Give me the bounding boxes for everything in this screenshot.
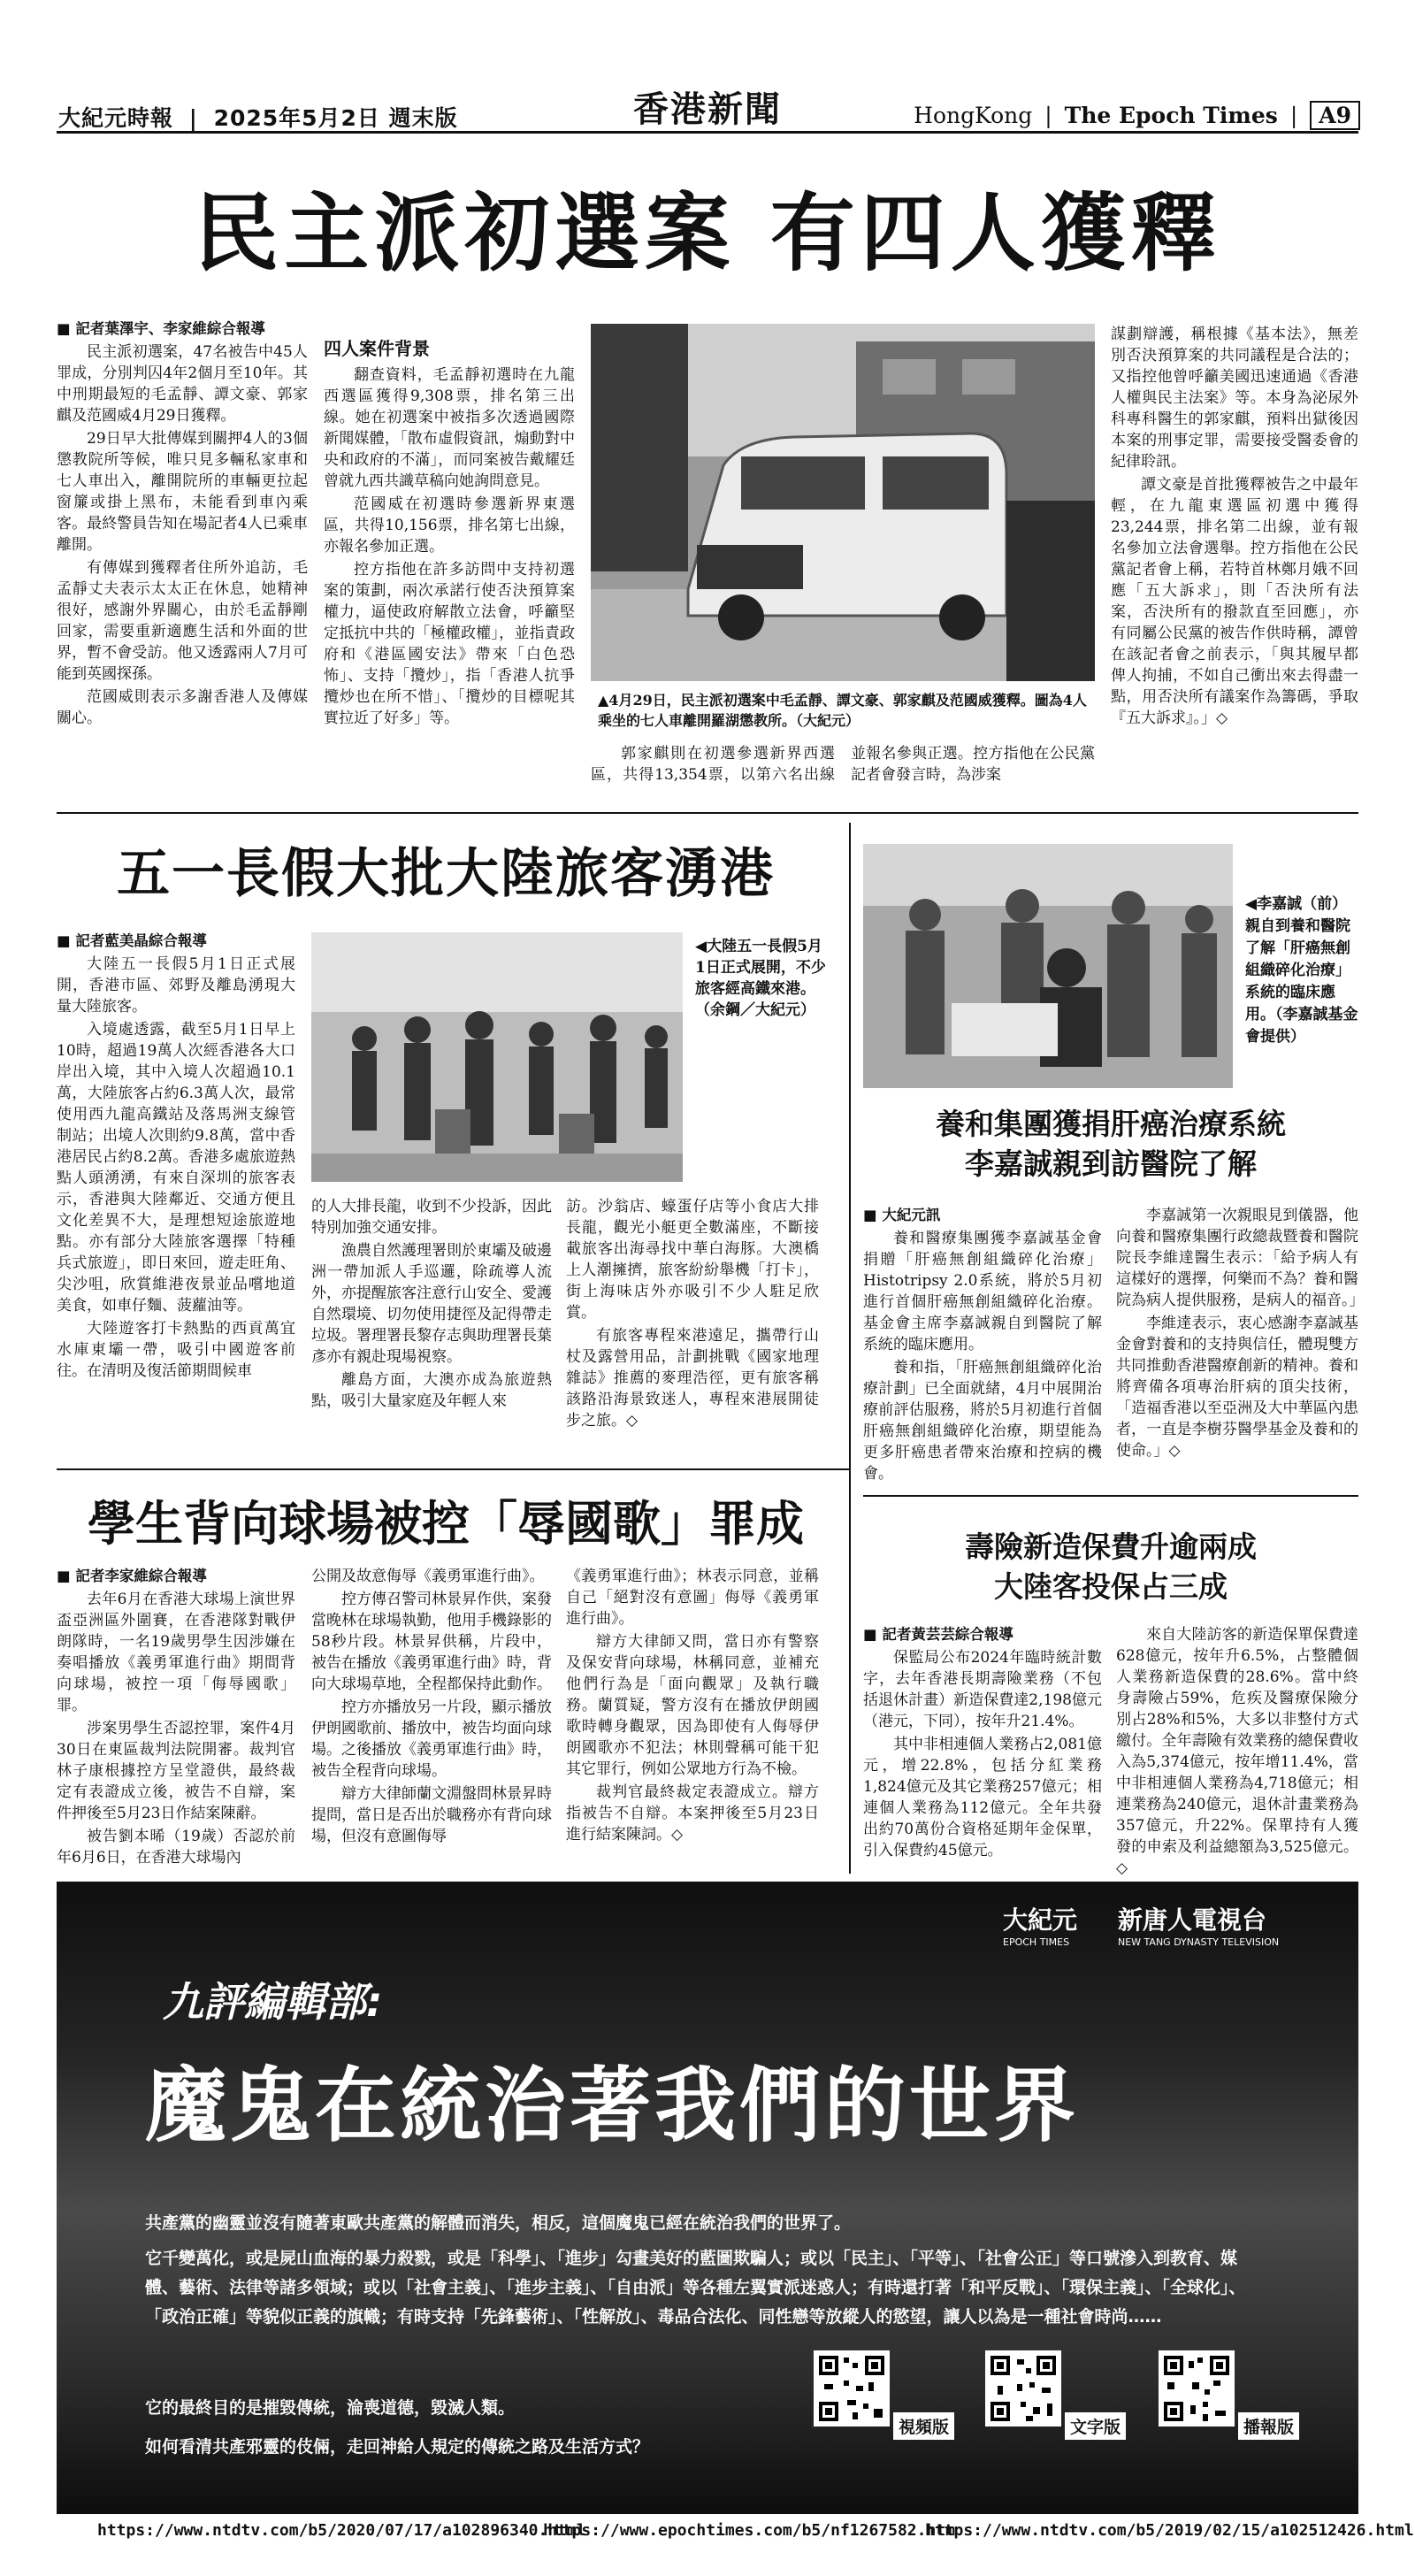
paragraph: 譚文豪是首批獲釋被告之中最年輕，在九龍東選區初選中獲得23,244票，排名第二出線，並有報名參加立法會選舉。控方指他在公民黨記者會上稱，若特首林鄭月娥不回應「五大訴求」，則「否決所有法案，否決所有的撥款直至回應」，亦有同屬公民黨的被告作供時稱，譚曾在該記者會之前表示，「與其履早都俾人拘捕，不如自己衝出來去得盡一點，用否決所有議案作為籌碼，爭取『五大訴求』。」◇ — [1111, 476, 1358, 727]
ad-series-label: 九評編輯部: — [163, 1978, 383, 2026]
article2-col2 — [311, 1196, 552, 1414]
paragraph: 養和指，「肝癌無創組織碎化治療計劃」已全面就緒，4月中展開治療前評估服務，將於5月初進行首個肝癌無創組織碎化治療，期望能為更多肝癌患者帶來治療和控病的機會。 — [863, 1359, 1102, 1483]
photo-hospital-illustration — [863, 844, 1233, 1088]
subheading: 四人案件背景 — [324, 338, 430, 359]
paragraph: 控方傳召警司林景昇作供，案發當晚林在球場執勤，他用手機錄影的58秒片段。林景昇供稱，片段中，被告在播放《義勇軍進行曲》時，背向大球場草地，全程都保持此動作。 — [311, 1591, 552, 1693]
masthead-rule — [57, 131, 1358, 134]
paragraph: 有傳媒到獲釋者住所外追訪，毛孟靜丈夫表示太太正在休息，她精神很好，感謝外界關心，由於毛孟靜剛回家，需要重新適應生活和外面的世界，暫不會受訪。他又透露兩人7月可能到英國探孫。 — [57, 559, 308, 683]
headline-line: 李嘉誠親到訪醫院了解 — [965, 1146, 1257, 1181]
article5-col1 — [863, 1624, 1102, 1863]
article2-col1 — [57, 931, 295, 1384]
photo-vehicle-illustration — [591, 324, 1095, 681]
paragraph: 的人大排長龍，收到不少投訴，因此特別加強交通安排。 — [311, 1198, 552, 1237]
paragraph: 有旅客專程來港遠足，攜帶行山杖及露營用品，計劃挑戰《國家地理雜誌》推薦的麥理浩徑，更有旅客稱該路沿海景致迷人，專程來港展開徒步之旅。◇ — [566, 1327, 819, 1430]
ad-paragraph-2: 它千變萬化，或是屍山血海的暴力殺戮，或是「科學」、「進步」勾畫美好的藍圖欺騙人；或以「民主」、「平等」、「社會公正」等口號滲入到教育、媒體、藝術、法律等諸多領域；或以「社會主義」、「進步主義」、「自由派」等各種左翼實派迷惑人；有時還打著「和平反戰」、「環保主義」、「全球化」、「政治正確」等貌似正義的旗幟；有時支持「先鋒藝術」、「性解放」、毒品合法化、同性戀等放縱人的慾望，讓人以為是一種社會時尚…… — [145, 2249, 1246, 2327]
qr-code-video[interactable] — [814, 2350, 890, 2426]
qr-pattern-icon — [985, 2350, 1061, 2426]
byline: ■ 記者李家維綜合報導 — [57, 1568, 207, 1584]
column-divider — [849, 823, 851, 1874]
article1-col-right — [1111, 324, 1358, 731]
paper-name: 大紀元時報 — [58, 105, 174, 131]
headline-line: 壽險新造保費升逾兩成 — [965, 1530, 1257, 1564]
photo-vehicle-leaving-prison — [591, 324, 1095, 681]
paragraph: 大陸遊客打卡熱點的西貢萬宜水庫東壩一帶，吸引中國遊客前往。在清明及復活節期間候車 — [57, 1320, 295, 1380]
divider — [57, 1468, 849, 1470]
qr-label-video: 視頻版 — [893, 2412, 954, 2440]
paragraph: 公開及故意侮辱《義勇軍進行曲》。 — [311, 1568, 545, 1585]
qr-label-text: 文字版 — [1065, 2412, 1126, 2440]
advertisement-banner — [57, 1882, 1358, 2514]
article2-col3 — [566, 1196, 819, 1433]
ad-title: 魔鬼在統治著我們的世界 — [145, 2058, 1080, 2153]
logo-epoch-times — [1003, 1901, 1077, 1948]
section-title: 香港新聞 — [633, 88, 782, 130]
photo-caption: ◀李嘉誠（前）親自到養和醫院了解「肝癌無創組織碎化治療」系統的臨床應用。（李嘉誠基金會提供） — [1245, 895, 1358, 1046]
headline-primaries-release: 民主派初選案 有四人獲釋 — [194, 183, 1221, 283]
photo-caption: ▲4月29日，民主派初選案中毛孟靜、譚文豪、郭家麒及范國威獲釋。圖為4人乘坐的七人車離開羅湖懲教所。（大紀元） — [598, 692, 1087, 729]
paragraph: 范國威在初選時參選新界東選區，共得10,156票，排名第七出線，亦報名參加正選。 — [324, 495, 575, 556]
qr-code-text[interactable] — [985, 2350, 1061, 2426]
article4-col3 — [566, 1566, 819, 1847]
qr-label-broadcast: 播報版 — [1238, 2412, 1299, 2440]
qr-code-broadcast[interactable] — [1159, 2350, 1235, 2426]
paragraph: 辯方大律師又問，當日亦有警察及保安背向球場，林稱同意，並補充他們行為是「面向觀眾」及執行職務。蘭質疑，警方沒有在播放伊朗國歌時轉身觀眾，因為即使有人侮辱伊朗國歌亦不犯法；林則聲稱可能干犯其它罪行，例如公眾地方行為不檢。 — [566, 1633, 819, 1778]
paragraph: 漁農自然護理署則於東壩及破邊洲一帶加派人手巡邏，除疏導人流外，亦提醒旅客注意行山安全、愛護自然環境、切勿使用捷徑及記得帶走垃圾。署理署長黎存志與助理署長葉彥亦有親赴現場視察。 — [311, 1242, 552, 1366]
masthead-left: 大紀元時報 | 2025年5月2日 週末版 — [58, 105, 458, 131]
qr-pattern-icon — [814, 2350, 890, 2426]
article3-col1 — [863, 1205, 1102, 1486]
headline-line: 大陸客投保占三成 — [994, 1569, 1228, 1604]
paragraph: 范國威則表示多謝香港人及傳媒關心。 — [57, 688, 308, 727]
byline: ■ 大紀元訊 — [863, 1207, 941, 1223]
url-video[interactable]: https://www.ntdtv.com/b5/2020/07/17/a102896340.html — [97, 2521, 586, 2540]
paragraph: 控方亦播放另一片段，顯示播放伊朗國歌前、播放中，被告均面向球場。之後播放《義勇軍進行曲》時，被告全程背向球場。 — [311, 1698, 552, 1780]
region-label: HongKong — [914, 103, 1033, 128]
paragraph: 李維達表示，衷心感謝李嘉誠基金會對養和的支持與信任，體現雙方共同推動香港醫療創新的精神。養和將齊備各項專治肝病的頂尖技術，「造福香港以至亞洲及大中華區內患者，一直是李樹芬醫學基金及養和的使命。」◇ — [1116, 1315, 1358, 1460]
url-broadcast[interactable]: https://www.ntdtv.com/b5/2019/02/15/a102512426.html — [925, 2521, 1414, 2540]
page-number: A9 — [1310, 101, 1360, 130]
paragraph: 入境處透露，截至5月1日早上10時，超過19萬人次經香港各大口岸出入境，其中入境人次超過10.1萬，大陸旅客占約6.3萬人次，最常使用西九龍高鐵站及落馬洲支線管制站；出境人次則約9.8萬，當中香港居民占約8.2萬。香港多處旅遊熱點人頭湧湧，有來自深圳的旅客表示，香港與大陸鄰近、交通方便且文化差異不大，是理想短途旅遊地點。亦有部分大陸旅客選擇「特種兵式旅遊」，即日來回，遊走旺角、尖沙咀，欣賞維港夜景並品嚐地道美食，如車仔麵、菠蘿油等。 — [57, 1021, 295, 1315]
paragraph: 控方指他在許多訪問中支持初選案的策劃，兩次承諾行使否決預算案權力，逼使政府解散立法會，呼籲堅定抵抗中共的「極權政權」，並指責政府和《港區國安法》帶來「白色恐怖」、支持「攬炒」，指「香港人抗爭攬炒也在所不惜」、「攬炒的目標呢其實拉近了好多」等。 — [324, 561, 575, 727]
paragraph: 其中非相連個人業務占2,081億元，增22.8%，包括分紅業務1,824億元及其它業務257億元；相連個人業務為112億元。全年共發出約70萬份合資格延期年金保單，引入保費約45億元。 — [863, 1736, 1102, 1859]
article3-col2 — [1116, 1205, 1365, 1463]
article1-col1 — [57, 318, 308, 731]
article5-col2 — [1116, 1624, 1358, 1881]
paragraph: 謀劃辯護，稱根據《基本法》，無差別否決預算案的共同議程是合法的；又指控他曾呼籲美國迅速通過《香港人權與民主法案》等。本身為泌尿外科專科醫生的郭家麒，預料出獄後因本案的刑事定罪，需要接受醫委會的紀律聆訊。 — [1111, 326, 1358, 471]
qr-pattern-icon — [1159, 2350, 1235, 2426]
byline: ■ 記者黃芸芸綜合報導 — [863, 1626, 1013, 1643]
logo-ntd — [1118, 1901, 1279, 1948]
ad-paragraph-1: 共產黨的幽靈並沒有隨著東歐共產黨的解體而消失，相反，這個魔鬼已經在統治我們的世界了。 — [145, 2213, 852, 2233]
paragraph: 民主派初選案，47名被告中45人罪成，分別判囚4年2個月至10年。其中刑期最短的毛孟靜、譚文豪、郭家麒及范國威4月29日獲釋。 — [57, 343, 308, 425]
headline-anthem-case: 學生背向球場被控「辱國歌」罪成 — [88, 1495, 804, 1552]
logo-ntd-cn: 新唐人電視台 — [1118, 1905, 1267, 1935]
divider — [863, 1495, 1358, 1497]
headline-line: 養和集團獲捐肝癌治療系統 — [936, 1107, 1286, 1141]
byline: ■ 記者藍美晶綜合報導 — [57, 932, 207, 949]
paragraph: 來自大陸訪客的新造保單保費達628億元，按年升6.5%，占整體個人業務新造保費的28.6%。當中終身壽險占59%，危疾及醫療保險分別占28%和5%，大多以非整付方式繳付。全年壽險有效業務的總保費收入為5,374億元，按年增11.4%，當中非相連個人業務為4,718億元；相連業務為240億元，退休計畫業務為357億元，升22%。保單持有人獲發的申索及利益總額為3,525億元。◇ — [1116, 1626, 1358, 1877]
paragraph: 訪。沙翁店、蠔蛋仔店等小食店大排長龍，觀光小艇更全數滿座，不斷接載旅客出海尋找中華白海豚。大澳橋上人潮擁擠，旅客紛紛舉機「打卡」，街上海味店外亦吸引不少人駐足欣賞。 — [566, 1198, 819, 1322]
headline-insurance — [863, 1527, 1358, 1606]
ad-paragraph-3: 它的最終目的是摧毀傳統，淪喪道德，毀滅人類。 — [145, 2398, 516, 2418]
paragraph: 李嘉誠第一次親眼見到儀器，他向養和醫療集團行政總裁暨養和醫院院長李維達醫生表示：「給予病人有這樣好的選擇，何樂而不為？養和醫院為病人提供服務，是病人的福音。」 — [1116, 1207, 1365, 1309]
ad-paragraph-4: 如何看清共產邪靈的伎倆，走回神給人規定的傳統之路及生活方式？ — [145, 2437, 650, 2457]
headline-mayday-tourists: 五一長假大批大陸旅客湧港 — [117, 843, 775, 905]
paragraph: 29日早大批傳媒到關押4人的3個懲教院所等候，唯只見多輛私家車和七人車出入，離開院所的車輛更拉起窗簾或掛上黑布，未能看到車內乘客。最終警員告知在場記者4人已乘車離開。 — [57, 430, 308, 554]
paragraph: 被告劉本晞（19歲）否認於前年6月6日，在香港大球場內 — [57, 1828, 295, 1867]
paragraph: 保監局公布2024年臨時統計數字，去年香港長期壽險業務（不包括退休計畫）新造保費達2,198億元（港元，下同），按年升21.4%。 — [863, 1649, 1102, 1730]
divider — [57, 812, 1358, 814]
url-text[interactable]: https://www.epochtimes.com/b5/nf1267582.htm — [543, 2521, 955, 2540]
paragraph: 《義勇軍進行曲》；林表示同意，並稱自己「絕對沒有意圖」侮辱《義勇軍進行曲》。 — [566, 1568, 819, 1628]
issue-date: 2025年5月2日 週末版 — [213, 105, 458, 131]
paragraph: 辯方大律師蘭文淵盤問林景昇時提問，當日是否出於職務亦有背向球場，但沒有意圖侮辱 — [311, 1785, 552, 1845]
article1-under-photo — [591, 743, 1095, 786]
logo-ntd-en: NEW TANG DYNASTY TELEVISION — [1118, 1936, 1280, 1948]
paragraph: 郭家麒則在初選參選新界西選區，共得13,354票，以第六名出線並報名參與正選。控方指他在公民黨記者會發言時，為涉案 — [591, 745, 1095, 784]
photo-tourists-station — [311, 932, 683, 1182]
logo-epoch-en: EPOCH TIMES — [1003, 1936, 1070, 1948]
photo-crowd-illustration — [311, 932, 683, 1182]
paragraph: 離島方面，大澳亦成為旅遊熱點，吸引大量家庭及年輕人來 — [311, 1371, 552, 1410]
paragraph: 養和醫療集團獲李嘉誠基金會捐贈「肝癌無創組織碎化治療」Histotripsy 2.0系統，將於5月初進行首個肝癌無創組織碎化治療。基金會主席李嘉誠親自到醫院了解系統的臨床應用。 — [863, 1230, 1102, 1353]
byline: ■ 記者葉澤宇、李家維綜合報導 — [57, 320, 265, 337]
article4-col1 — [57, 1566, 295, 1870]
paragraph: 涉案男學生否認控罪，案件4月30日在東區裁判法院開審。裁判官林子康根據控方呈堂證供，最終裁定有表證成立後，被告不自辯，案件押後至5月23日作結案陳辭。 — [57, 1720, 295, 1822]
paragraph: 翻查資料，毛孟靜初選時在九龍西選區獲得9,308票，排名第三出線。她在初選案中被指多次透過國際新聞媒體，「散布虛假資訊，煽動對中央和政府的不滿」，而同案被告戴耀廷曾就九西共識草稿向她詢問意見。 — [324, 366, 575, 490]
photo-caption: ◀大陸五一長假5月1日正式展開，不少旅客經高鐵來港。（余鋼／大紀元） — [695, 938, 826, 1019]
paragraph: 大陸五一長假5月1日正式展開，香港市區、郊野及離島湧現大量大陸旅客。 — [57, 955, 295, 1016]
headline-hospital — [863, 1104, 1358, 1184]
brand-label: The Epoch Times — [1064, 103, 1278, 128]
article4-col2 — [311, 1566, 552, 1849]
paragraph: 裁判官最終裁定表證成立。辯方指被告不自辯。本案押後至5月23日進行結案陳詞。◇ — [566, 1783, 819, 1844]
masthead-right: HongKong | The Epoch Times | A9 — [914, 101, 1360, 130]
photo-li-ka-shing-hospital — [863, 844, 1233, 1088]
article1-col2 — [324, 336, 575, 731]
paragraph: 去年6月在香港大球場上演世界盃亞洲區外圍賽，在香港隊對戰伊朗隊時，一名19歲男學生因涉嫌在奏唱播放《義勇軍進行曲》期間背向球場，被控一項「侮辱國歌」罪。 — [57, 1591, 295, 1714]
logo-epoch-cn: 大紀元 — [1003, 1905, 1078, 1935]
